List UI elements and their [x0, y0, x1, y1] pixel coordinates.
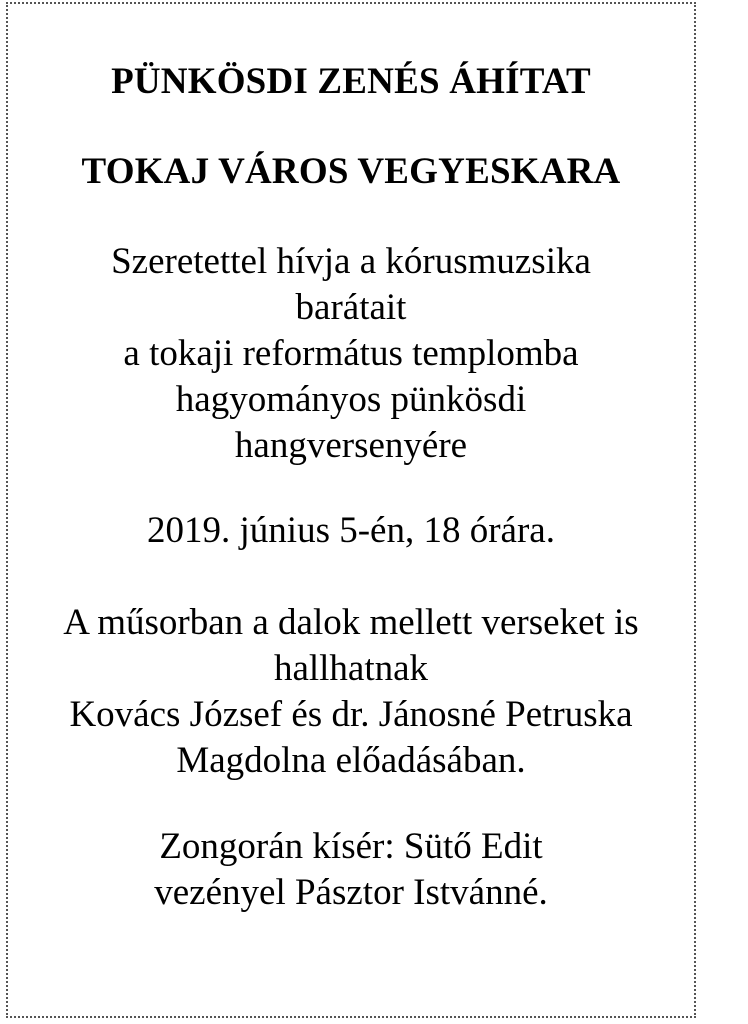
invitation-line: hangversenyére	[234, 425, 468, 466]
program-line: Magdolna előadásában.	[176, 740, 526, 781]
invitation-line: hagyományos pünkösdi	[175, 379, 527, 420]
credits-line: vezényel Pásztor Istvánné.	[154, 872, 548, 913]
credits-line: Zongorán kísér: Sütő Edit	[159, 826, 543, 867]
invitation-line: Szeretettel hívja a kórusmuzsika	[111, 241, 591, 282]
invitation-text	[8, 239, 694, 469]
performer-credits	[8, 824, 694, 916]
invitation-line: a tokaji református templomba	[123, 333, 579, 374]
poster-title: PÜNKÖSDI ZENÉS ÁHÍTAT	[111, 61, 591, 102]
program-line: A műsorban a dalok mellett verseket is	[63, 602, 639, 643]
program-text	[8, 600, 694, 784]
invitation-line: barátait	[295, 287, 407, 328]
event-poster	[6, 2, 696, 1018]
event-date	[8, 508, 694, 554]
date-line: 2019. június 5-én, 18 órára.	[147, 510, 555, 551]
program-line: Kovács József és dr. Jánosné Petruska	[69, 694, 633, 735]
choir-name: TOKAJ VÁROS VEGYESKARA	[81, 151, 621, 192]
program-line: hallhatnak	[273, 648, 429, 689]
